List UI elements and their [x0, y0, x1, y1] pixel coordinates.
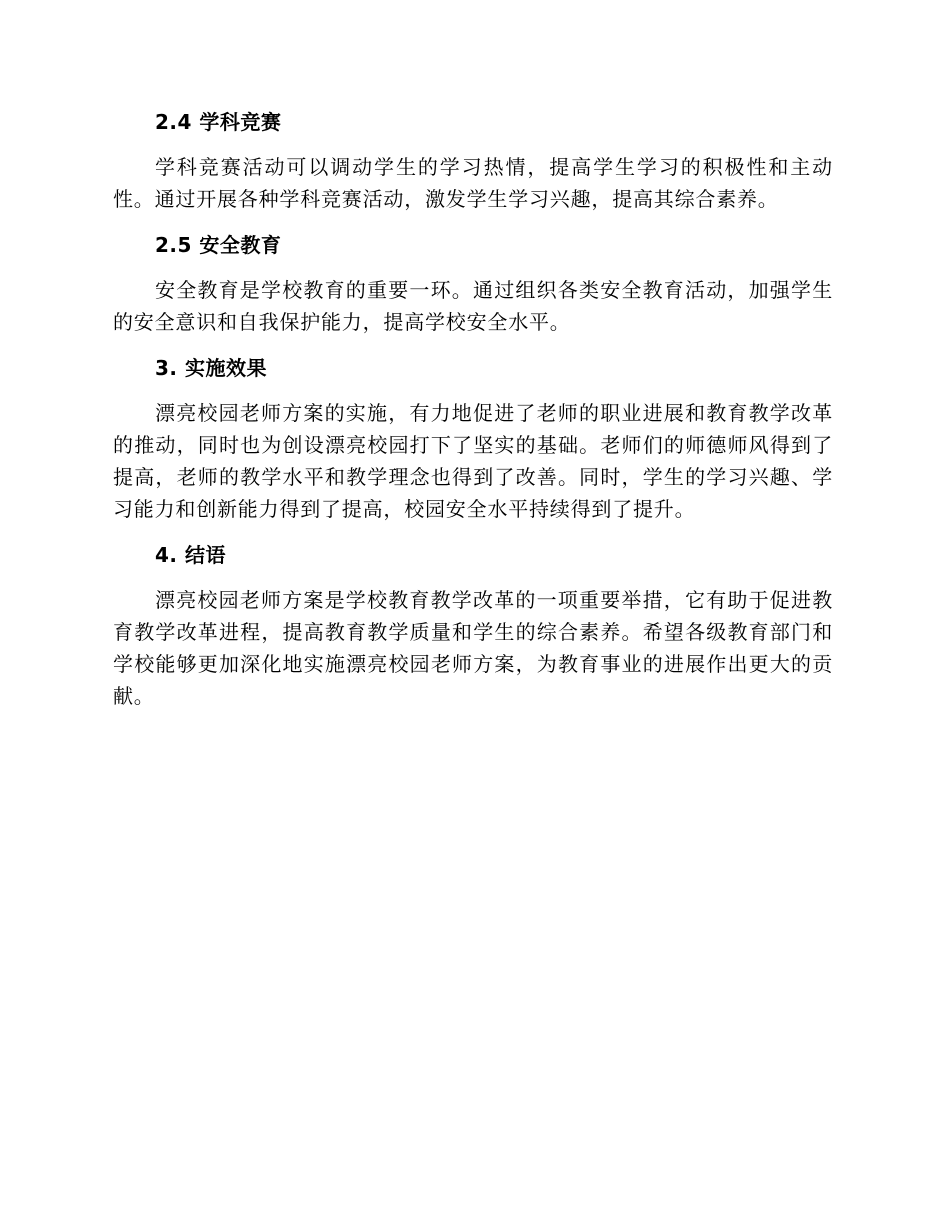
section-paragraph: 漂亮校园老师方案的实施，有力地促进了老师的职业进展和教育教学改革的推动，同时也为创设漂亮校园打下了坚实的基础。老师们的师德师风得到了提高，老师的教学水平和教学理念也得到了改善。同时，学生的学习兴趣、学习能力和创新能力得到了提高，校园安全水平持续得到了提升。	[113, 401, 833, 521]
section-implementation-results	[113, 354, 833, 525]
section-safety-education	[113, 231, 833, 338]
section-heading: 2.5 安全教育	[155, 233, 282, 257]
section-subject-competition	[113, 108, 833, 215]
document-page	[113, 108, 833, 728]
section-conclusion	[113, 541, 833, 712]
section-heading: 4. 结语	[155, 543, 226, 567]
section-heading: 2.4 学科竞赛	[155, 110, 282, 134]
section-paragraph: 安全教育是学校教育的重要一环。通过组织各类安全教育活动，加强学生的安全意识和自我保护能力，提高学校安全水平。	[113, 278, 833, 334]
section-paragraph: 漂亮校园老师方案是学校教育教学改革的一项重要举措，它有助于促进教育教学改革进程，提高教育教学质量和学生的综合素养。希望各级教育部门和学校能够更加深化地实施漂亮校园老师方案，为教育事业的进展作出更大的贡献。	[113, 588, 833, 708]
section-paragraph: 学科竞赛活动可以调动学生的学习热情，提高学生学习的积极性和主动性。通过开展各种学科竞赛活动，激发学生学习兴趣，提高其综合素养。	[113, 155, 833, 211]
section-heading: 3. 实施效果	[155, 356, 267, 380]
